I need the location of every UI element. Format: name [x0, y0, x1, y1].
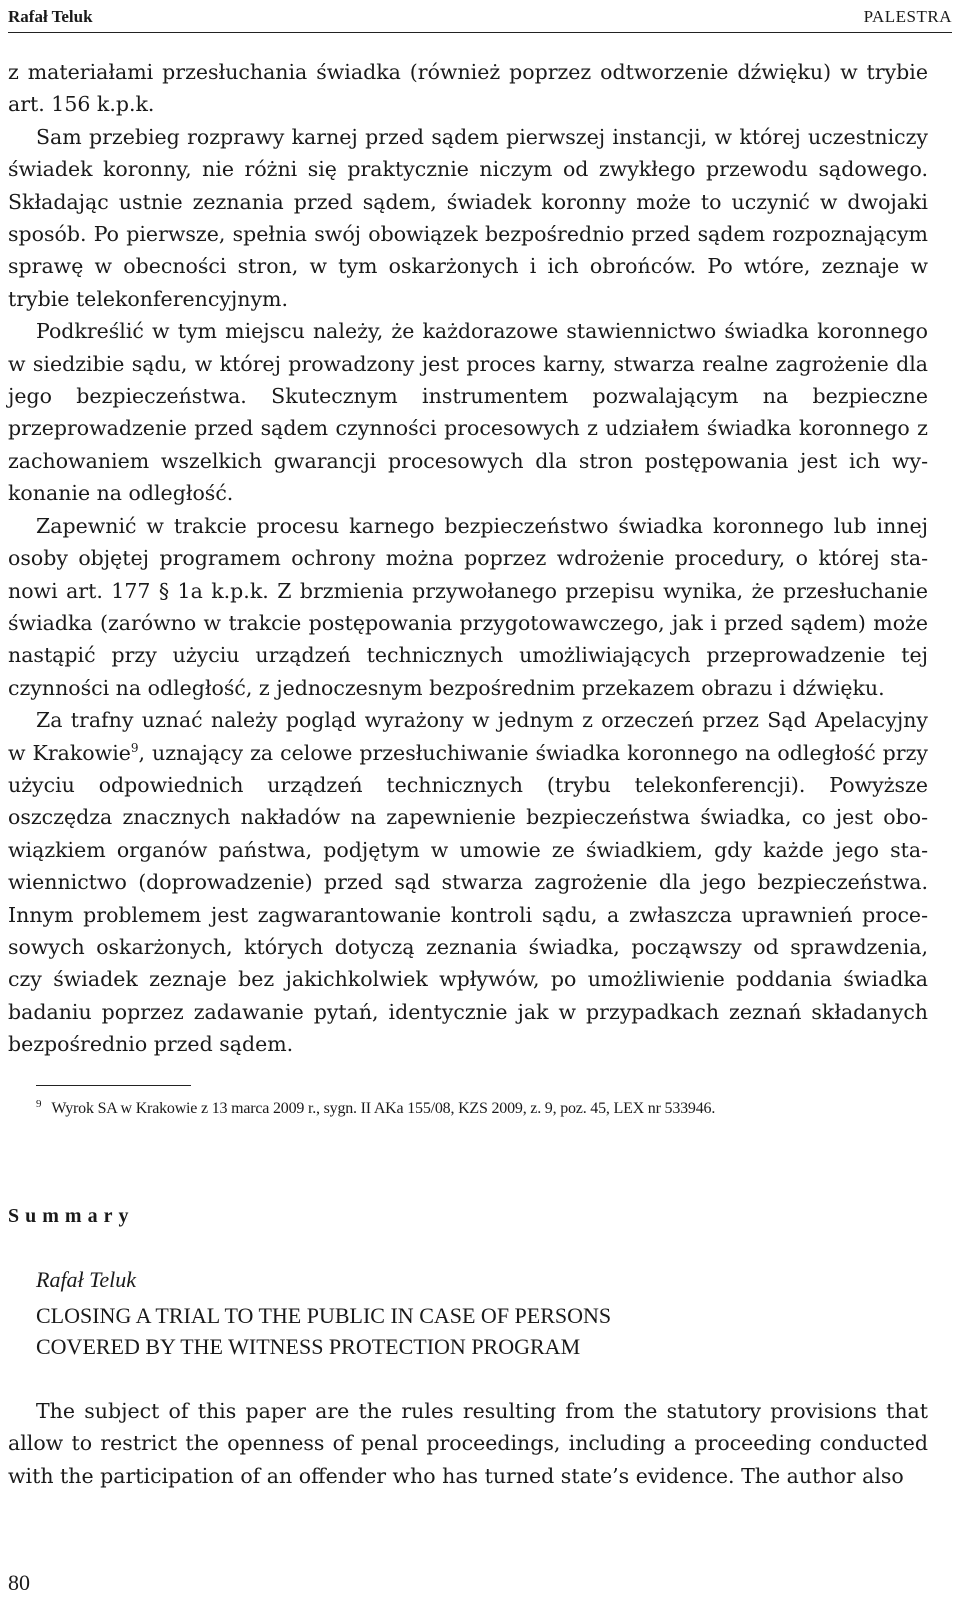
- footnote-separator: [36, 1085, 191, 1086]
- paragraph-appeal-court-start: Za trafny uznać należy pogląd wyrażony w jednym z orzeczeń przez Sąd Apelacyjny w Krakowie: [8, 708, 928, 765]
- paragraph-continuation: z materiałami przesłuchania świadka (również poprzez odtworzenie dźwięku) w trybie art. 156 k.p.k.: [8, 60, 928, 117]
- footnote-text: Wyrok SA w Krakowie z 13 marca 2009 r., sygn. II AKa 155/08, KZS 2009, z. 9, poz. 45, LEX nr 533946.: [51, 1100, 716, 1117]
- summary-title: [36, 1300, 611, 1362]
- running-head-journal: PALESTRA: [863, 7, 952, 26]
- paragraph-article-177: Zapewnić w trakcie procesu karnego bezpieczeństwo świadka koronnego lub innej osoby objętej programem ochrony można poprzez wdrożenie procedury, o której stanowi art. 177 § 1a k.p.k. Z brzmienia przywołanego przepisu wynika, że przesłuchanie świadka (zarówno w trakcie postępowania przygotowawczego, jak i przed sądem) może nastąpić przy użyciu urządzeń technicznych umożliwiających przeprowadzenie tej czynności na odległość, z jednoczesnym bezpośrednim przekazem obrazu i dźwięku.: [8, 513, 928, 700]
- summary-title-line-1: CLOSING A TRIAL TO THE PUBLIC IN CASE OF PERSONS: [36, 1303, 612, 1328]
- running-head-author: Rafał Teluk: [8, 7, 93, 26]
- paragraph-trial-course: Sam przebieg rozprawy karnej przed sądem pierwszej instancji, w której uczestniczy świadek koronny, nie różni się praktycznie niczym od zwykłego przewodu sądowego. Składając ustnie zeznania przed sądem, świadek koronny może to uczynić w dwojaki sposób. Po pierwsze, spełnia swój obowiązek bezpośrednio przed sądem rozpoznającym sprawę w obecności stron, w tym oskarżonych i ich obrońców. Po wtóre, zeznaje w trybie telekonferencyjnym.: [8, 124, 928, 311]
- footnote-number: 9: [36, 1097, 42, 1110]
- running-head: [8, 2, 952, 33]
- summary-abstract-text: The subject of this paper are the rules resulting from the statutory provisions that allow to restrict the openness of penal proceedings, including a proceeding conducted with the participation of an offender who has turned state’s evidence. The author also: [8, 1399, 928, 1488]
- paragraph-appeal-court-end: , uznający za celowe przesłuchiwanie świadka koronnego na odległość przy użyciu odpowiednich urządzeń technicznych (trybu telekonferencji). Powyższe oszczędza znacznych nakładów na zapewnienie bezpieczeństwa świadka, co jest obowiązkiem organów państwa, podjętym w umowie ze świadkiem, gdy każde jego stawiennictwo (doprowadzenie) przed sąd stwarza zagrożenie dla jego bezpieczeństwa. Innym problemem jest zagwarantowanie kontroli sądu, a zwłaszcza uprawnień procesowych oskarżonych, których dotyczą zeznania świadka, począwszy od sprawdzenia, czy świadek zeznaje bez jakichkolwiek wpływów, po umożliwienie poddania świadka badaniu poprzez zadawanie pytań, identycznie jak w przypadkach zeznań składanych bezpośrednio przed sądem.: [8, 740, 928, 1057]
- page-number: 80: [8, 1570, 30, 1595]
- paragraph-witness-safety: Podkreślić w tym miejscu należy, że każdorazowe stawiennictwo świadka koronnego w siedzibie sądu, w której prowadzony jest proces karny, stwarza realne zagrożenie dla jego bezpieczeństwa. Skutecznym instrumentem pozwalającym na bezpieczne przeprowadzenie przed sądem czynności procesowych z udziałem świadka koronnego z zachowaniem wszelkich gwarancji procesowych dla stron postępowania jest ich wykonanie na odległość.: [8, 319, 928, 506]
- paragraph-appeal-court: [8, 704, 928, 1060]
- footnote-reference: 9: [130, 740, 139, 755]
- main-text: [8, 56, 928, 1061]
- summary-abstract: [8, 1395, 928, 1492]
- footnote: [36, 1097, 936, 1118]
- summary-author: Rafał Teluk: [36, 1267, 137, 1292]
- summary-title-line-2: COVERED BY THE WITNESS PROTECTION PROGRAM: [36, 1334, 581, 1359]
- summary-heading: Summary: [8, 1205, 135, 1227]
